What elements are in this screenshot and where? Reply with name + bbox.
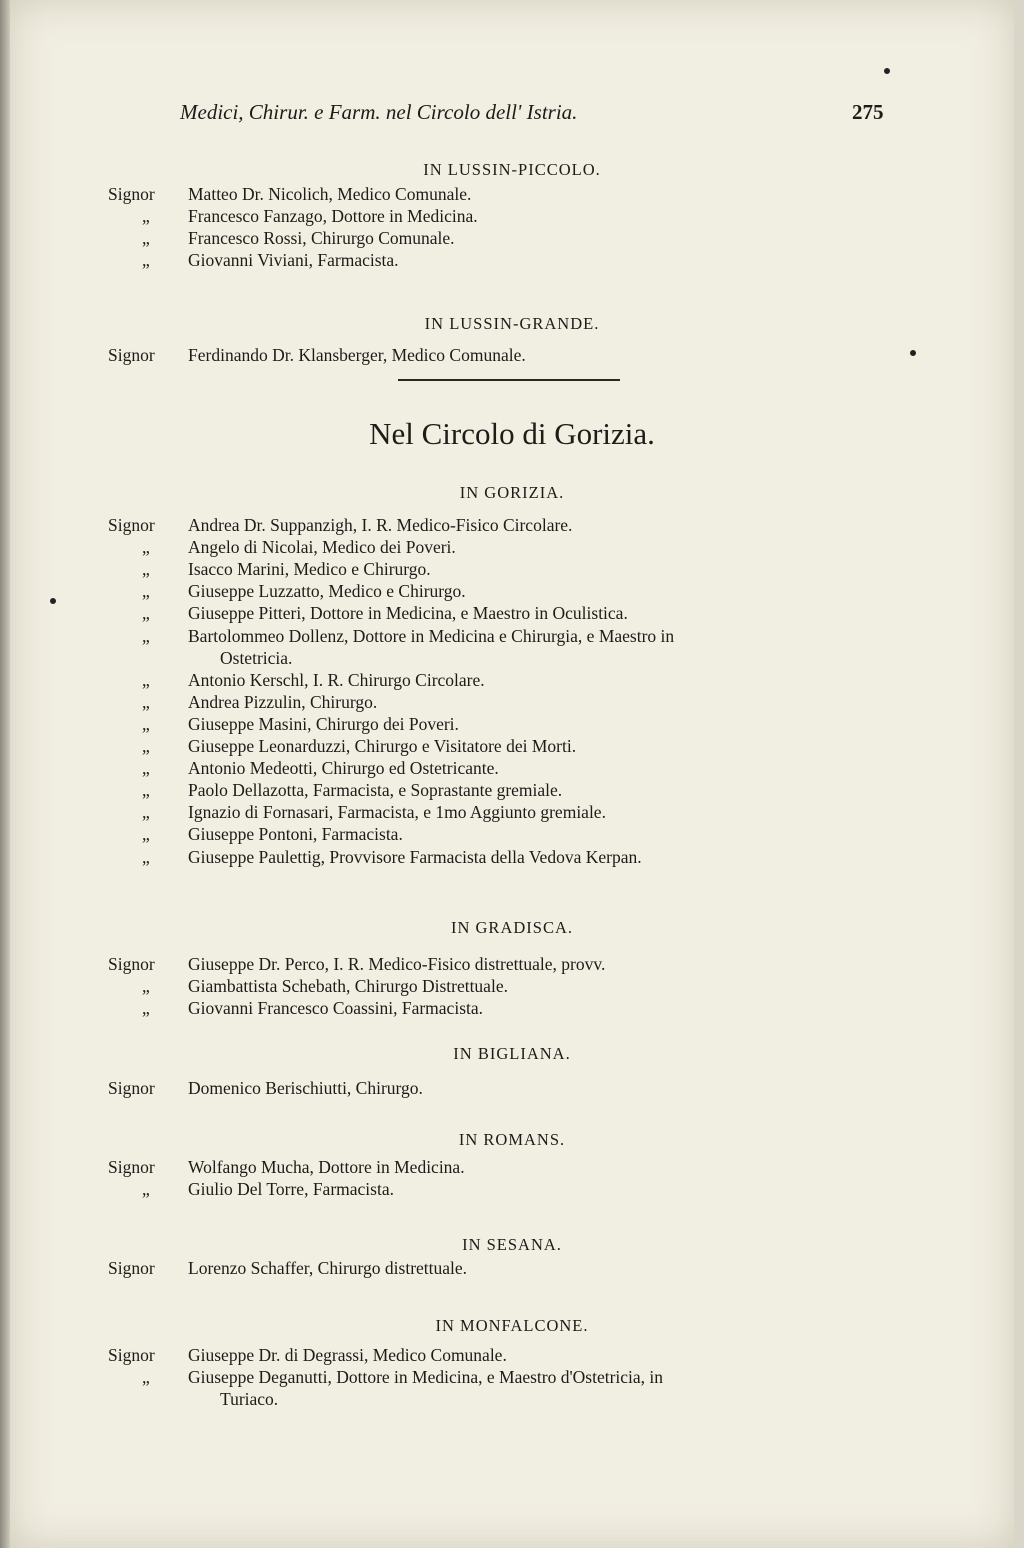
section-title-sesana: IN SESANA. xyxy=(462,1235,562,1254)
entry-ditto-mark: „ xyxy=(142,824,150,845)
entry-text: Giuseppe Paulettig, Provvisore Farmacista della Vedova Kerpan. xyxy=(188,846,642,867)
entry-text: Andrea Pizzulin, Chirurgo. xyxy=(188,691,378,712)
ink-speck xyxy=(884,68,890,74)
entry-ditto-mark: „ xyxy=(142,998,150,1018)
entry-ditto-mark: „ xyxy=(142,758,150,779)
entry-text: Giovanni Francesco Coassini, Farmacista. xyxy=(188,998,484,1018)
entry-text: Giuseppe Dr. Perco, I. R. Medico-Fisico distrettuale, provv. xyxy=(188,954,606,974)
entry-ditto-mark: „ xyxy=(142,625,150,646)
entry-text: Paolo Dellazotta, Farmacista, e Soprastante gremiale. xyxy=(188,780,563,801)
running-header: Medici, Chirur. e Farm. nel Circolo dell' Istria. xyxy=(180,100,578,124)
entry-text: Angelo di Nicolai, Medico dei Poveri. xyxy=(188,537,456,558)
entry-text: Giuseppe Pontoni, Farmacista. xyxy=(188,824,403,845)
section-divider xyxy=(398,379,620,381)
entry-ditto-mark: „ xyxy=(142,691,150,712)
section-title-gradisca: IN GRADISCA. xyxy=(450,918,573,937)
entry-ditto-mark: „ xyxy=(142,1367,150,1387)
entry-text: Wolfango Mucha, Dottore in Medicina. xyxy=(188,1157,465,1177)
entry-text: Lorenzo Schaffer, Chirurgo distrettuale. xyxy=(188,1258,468,1278)
ink-speck xyxy=(50,598,56,604)
entry-text: Giuseppe Dr. di Degrassi, Medico Comunale. xyxy=(188,1345,507,1365)
entry-text: Ferdinando Dr. Klansberger, Medico Comunale. xyxy=(188,345,526,365)
entry-text: Giuseppe Leonarduzzi, Chirurgo e Visitatore dei Morti. xyxy=(188,736,577,756)
section-title-bigliana: IN BIGLIANA. xyxy=(453,1044,571,1063)
section-title-gorizia: IN GORIZIA. xyxy=(459,483,565,502)
entry-text: Antonio Kerschl, I. R. Chirurgo Circolare. xyxy=(188,669,485,690)
entry-text: Giambattista Schebath, Chirurgo Distrettuale. xyxy=(188,976,508,996)
entry-text: Francesco Rossi, Chirurgo Comunale. xyxy=(188,228,455,248)
section-title-lussin-piccolo: IN LUSSIN-PICCOLO. xyxy=(423,160,601,179)
entry-ditto-mark: „ xyxy=(142,603,150,624)
entry-ditto-mark: „ xyxy=(142,581,150,602)
entry-text: Giulio Del Torre, Farmacista. xyxy=(188,1179,394,1199)
book-page xyxy=(10,0,1014,1548)
entry-text: Giuseppe Luzzatto, Medico e Chirurgo. xyxy=(188,581,466,602)
section-title-lussin-grande: IN LUSSIN-GRANDE. xyxy=(424,314,600,333)
entry-ditto-mark: „ xyxy=(142,206,150,226)
entry-text: Andrea Dr. Suppanzigh, I. R. Medico-Fisico Circolare. xyxy=(188,515,573,535)
entry-prefix-signor: Signor xyxy=(108,184,155,204)
entry-text: Ostetricia. xyxy=(220,647,293,668)
entry-prefix-signor: Signor xyxy=(108,1345,155,1365)
entry-text: Giuseppe Pitteri, Dottore in Medicina, e Maestro in Oculistica. xyxy=(188,603,628,624)
entry-ditto-mark: „ xyxy=(142,780,150,801)
entry-text: Antonio Medeotti, Chirurgo ed Ostetricante. xyxy=(188,758,499,779)
entry-ditto-mark: „ xyxy=(142,802,150,823)
entry-text: Giuseppe Deganutti, Dottore in Medicina, e Maestro d'Ostetricia, in xyxy=(188,1367,664,1387)
section-title-monfalcone: IN MONFALCONE. xyxy=(435,1316,589,1335)
entry-ditto-mark: „ xyxy=(142,976,150,996)
entry-prefix-signor: Signor xyxy=(108,1157,155,1177)
entry-prefix-signor: Signor xyxy=(108,515,155,535)
entry-prefix-signor: Signor xyxy=(108,1078,155,1098)
entry-text: Isacco Marini, Medico e Chirurgo. xyxy=(188,559,431,580)
entry-text: Giuseppe Masini, Chirurgo dei Poveri. xyxy=(188,713,459,734)
entry-ditto-mark: „ xyxy=(142,1179,150,1199)
entry-ditto-mark: „ xyxy=(142,713,150,734)
entry-text: Matteo Dr. Nicolich, Medico Comunale. xyxy=(188,184,472,204)
section-title-romans: IN ROMANS. xyxy=(458,1130,566,1149)
entry-text: Domenico Berischiutti, Chirurgo. xyxy=(188,1078,423,1098)
entry-ditto-mark: „ xyxy=(142,250,150,270)
entry-ditto-mark: „ xyxy=(142,228,150,248)
entry-ditto-mark: „ xyxy=(142,537,150,558)
entry-text: Giovanni Viviani, Farmacista. xyxy=(188,250,399,270)
entry-ditto-mark: „ xyxy=(142,846,150,867)
entry-prefix-signor: Signor xyxy=(108,1258,155,1278)
circolo-title: Nel Circolo di Gorizia. xyxy=(369,416,655,451)
entry-ditto-mark: „ xyxy=(142,559,150,580)
entry-ditto-mark: „ xyxy=(142,736,150,756)
entry-ditto-mark: „ xyxy=(142,669,150,690)
entry-prefix-signor: Signor xyxy=(108,345,155,365)
ink-speck xyxy=(910,350,916,356)
page-number: 275 xyxy=(852,100,884,124)
entry-text: Ignazio di Fornasari, Farmacista, e 1mo Aggiunto gremiale. xyxy=(188,802,606,823)
entry-text: Bartolommeo Dollenz, Dottore in Medicina e Chirurgia, e Maestro in xyxy=(188,625,675,646)
entry-text: Francesco Fanzago, Dottore in Medicina. xyxy=(188,206,478,226)
entry-text: Turiaco. xyxy=(220,1389,279,1409)
entry-prefix-signor: Signor xyxy=(108,954,155,974)
